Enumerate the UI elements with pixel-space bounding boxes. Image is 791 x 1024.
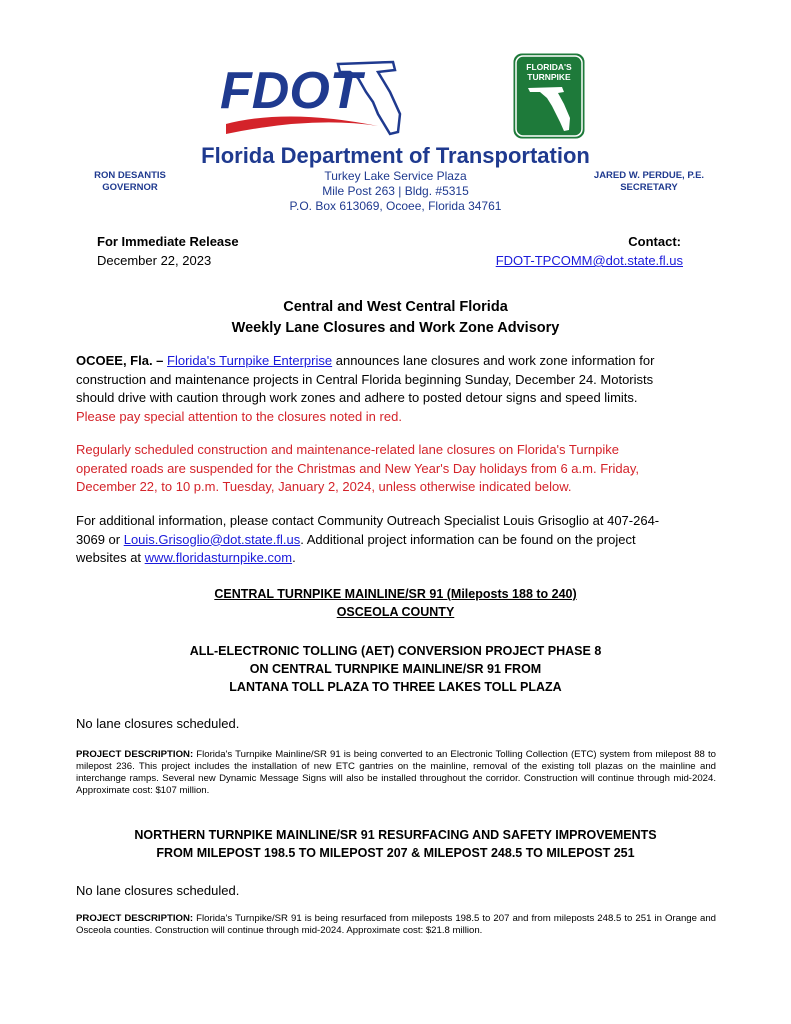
- northern-desc-label: PROJECT DESCRIPTION:: [76, 913, 194, 924]
- northern-desc-text: Florida's Turnpike/SR 91 is being resurfaced from mileposts 198.5 to 207 and from mileposts 248.5 to 251 in Orange and Osceola counties. Construction will continue through mid-2024. Approximate cost: $21.8 million.: [76, 913, 716, 936]
- fdot-logo-text: FDOT: [220, 62, 362, 120]
- aet-heading-line-3: LANTANA TOLL PLAZA TO THREE LAKES TOLL PLAZA: [229, 680, 562, 694]
- grisoglio-email-link[interactable]: Louis.Grisoglio@dot.state.fl.us: [123, 531, 301, 547]
- secretary-name: JARED W. PERDUE, P.E.: [593, 170, 705, 181]
- contact-label: Contact:: [628, 234, 681, 249]
- northern-project-heading: [0, 826, 791, 862]
- fdot-logo: [218, 52, 408, 144]
- turnpike-enterprise-link[interactable]: Florida's Turnpike Enterprise: [167, 353, 333, 368]
- holiday-notice: [76, 441, 716, 497]
- agency-title: Florida Department of Transportation: [201, 143, 590, 168]
- governor-title: GOVERNOR: [102, 182, 158, 193]
- contact-para-suffix: . Additional project information can be found on the project: [300, 531, 636, 547]
- aet-desc-text: Florida's Turnpike Mainline/SR 91 is being converted to an Electronic Tolling Collection (ETC) system from milepost 88 to milepost 236. This project includes the installation of new ETC gantries on the mainline, removal of the existing toll plazas on the mainline and interchange ramps. Several new Dynamic Message Signs will also be installed throughout the corridor. Construction will continue through mid-2024. Approximate cost: $107 million.: [76, 749, 716, 796]
- aet-desc-label: PROJECT DESCRIPTION:: [76, 749, 194, 760]
- red-note: Please pay special attention to the closures noted in red.: [76, 408, 402, 424]
- intro-text-1: announces lane closures and work zone information for: [335, 353, 655, 368]
- contact-email-link[interactable]: FDOT-TPCOMM@dot.state.fl.us: [495, 253, 683, 268]
- aet-project-heading: [0, 642, 791, 696]
- contact-para-prefix: 3069 or: [76, 531, 121, 547]
- aet-closures-status: No lane closures scheduled.: [76, 716, 240, 731]
- address-line-3: P.O. Box 613069, Ocoee, Florida 34761: [289, 199, 502, 213]
- secretary-block: [584, 170, 714, 194]
- central-heading-line-2: OSCEOLA COUNTY: [336, 605, 455, 619]
- contact-para-line-1: For additional information, please contact Community Outreach Specialist Louis Grisoglio at 407-264-: [76, 513, 660, 528]
- headline-line-1: Central and West Central Florida: [283, 299, 508, 315]
- intro-paragraph: [76, 352, 716, 426]
- central-section-heading: [0, 585, 791, 621]
- release-label: For Immediate Release: [97, 234, 239, 249]
- holiday-line-1: Regularly scheduled construction and maintenance-related lane closures on Florida's Turnpike: [76, 442, 620, 457]
- northern-project-description: [76, 913, 716, 937]
- governor-name: RON DESANTIS: [94, 170, 166, 181]
- websites-suffix: .: [292, 550, 296, 565]
- turnpike-website-link[interactable]: www.floridasturnpike.com: [144, 550, 293, 565]
- holiday-line-2: operated roads are suspended for the Christmas and New Year's Day holidays from 6 a.m. Friday,: [76, 460, 639, 476]
- central-heading-line-1: CENTRAL TURNPIKE MAINLINE/SR 91 (Mileposts 188 to 240): [214, 587, 577, 601]
- release-date: December 22, 2023: [97, 253, 212, 268]
- secretary-title: SECRETARY: [620, 182, 678, 193]
- turnpike-logo-line1: FLORIDA'S: [526, 62, 572, 72]
- contact-paragraph: [76, 512, 716, 568]
- address-line-2: Mile Post 263 | Bldg. #5315: [322, 184, 469, 198]
- northern-heading-line-2: FROM MILEPOST 198.5 TO MILEPOST 207 & MILEPOST 248.5 TO MILEPOST 251: [156, 846, 635, 860]
- aet-heading-line-1: ALL-ELECTRONIC TOLLING (AET) CONVERSION PROJECT PHASE 8: [189, 644, 602, 658]
- northern-heading-line-1: NORTHERN TURNPIKE MAINLINE/SR 91 RESURFACING AND SAFETY IMPROVEMENTS: [134, 828, 657, 842]
- turnpike-logo-line2: TURNPIKE: [527, 72, 571, 82]
- contact-email: [496, 253, 683, 268]
- headline-line-2: Weekly Lane Closures and Work Zone Advisory: [231, 320, 560, 336]
- address-line-1: Turkey Lake Service Plaza: [324, 169, 467, 183]
- intro-text-3: should drive with caution through work zones and adhere to posted detour signs and speed limits.: [76, 390, 638, 405]
- northern-closures-status: No lane closures scheduled.: [76, 883, 240, 898]
- dateline: OCOEE, Fla. –: [76, 353, 164, 368]
- headline: [0, 297, 791, 339]
- turnpike-logo: [512, 52, 586, 140]
- aet-heading-line-2: ON CENTRAL TURNPIKE MAINLINE/SR 91 FROM: [249, 662, 542, 676]
- aet-project-description: [76, 749, 716, 797]
- holiday-line-3: December 22, to 10 p.m. Tuesday, January 2, 2024, unless otherwise indicated below.: [76, 479, 572, 494]
- intro-text-2: construction and maintenance projects in Central Florida beginning Sunday, December 24. Motorists: [76, 371, 654, 387]
- websites-prefix: websites at: [76, 550, 142, 565]
